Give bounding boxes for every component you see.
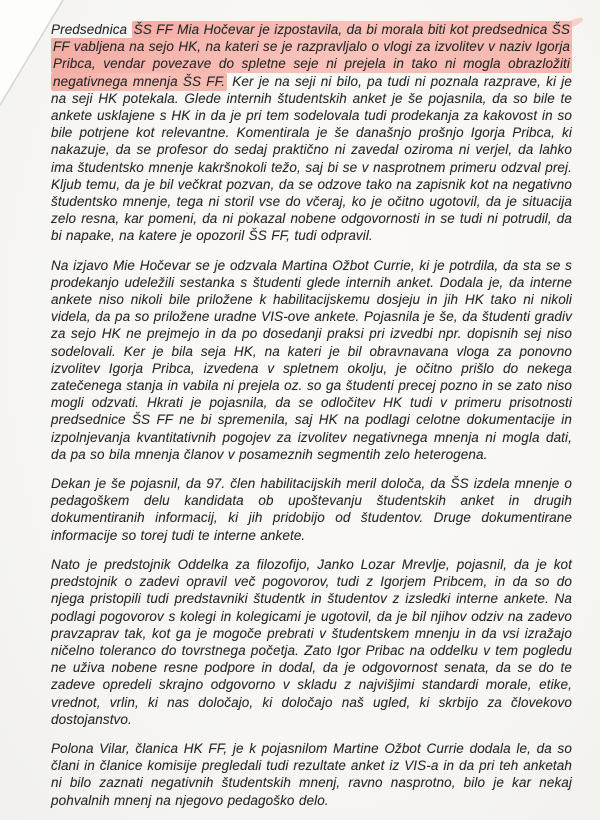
paragraph-5-text: Polona Vilar, članica HK FF, je k pojasnilom Martine Ožbot Currie dodala le, da so člani in članice komisije pregledali tudi rezultate anket iz VIS-a in da pri teh anketah ni bilo zaznati negativnih študentskih mnenj, ravno nasprotno, bilo je kar nekaj pohvalnih mnenj na njegovo pedagoško delo. — [51, 740, 572, 808]
paragraph-2-text: Na izjavo Mie Hočevar se je odzvala Martina Ožbot Currie, ki je potrdila, da sta se s prodekanjo udeležili sestanka s študenti glede internih anket. Dodala je, da interne ankete niso nikoli bile priložene k habilitacijskemu dosjeju in jih HK tako ni nikoli videla, da pa so priložene uradne VIS-ove ankete. Pojasnila je še, da študenti gradiv za sejo HK ne prejmejo in da po dosedanji praksi pri izvedbi npr. dopisnih sej niso sodelovali. Ker je bila seja HK, na kateri je bil obravnavana vloga za ponovno izvolitev Igorja Pribca, izvedena v spletnem okolju, je očitno prišlo do nekega zatečenega stanja in vabila ni prejela oz. so ga študenti precej pozno in se zato niso mogli odzvati. Hkrati je pojasnila, da se odločitev HK tudi v primeru prisotnosti predsednice ŠS FF ne bi spremenila, saj HK na podlagi celotne dokumentacije in izpolnjevanja kvantitativnih pogojev za izvolitev negativnega mnenja ni mogla dati, da pa so bila mnenja članov v posameznih segmentih zelo heterogena. — [51, 257, 572, 462]
document-body — [51, 21, 572, 820]
paragraph-2 — [51, 257, 572, 463]
paragraph-5 — [51, 740, 572, 809]
paragraph-3 — [51, 475, 572, 544]
paragraph-1-lead-text: Predsednica — [51, 22, 132, 37]
page-corner-scan-edge — [0, 0, 72, 112]
paragraph-1-highlighted-text: ŠS FF Mia Hočevar je izpostavila, da bi morala biti kot predsednica ŠS FF vabljena na sejo HK, na kateri se je razpravljalo o vlogi za izvolitev v naziv Igorja Pribca, vendar povezave do spletne seje ni prejela in tako ni mogla obrazložiti negativnega mnenja ŠS FF. — [53, 22, 571, 89]
paragraph-1-body-text: Ker je na seji ni bilo, pa tudi ni poznala razprave, ki je na seji HK potekala. Glede internih študentskih anket je še pojasnila, da so bile te ankete usklajene s HK in da je pri tem sodelovala tudi prodekanja za kakovost in so bile potrjene kot relevantne. Komentirala je še današnjo prošnjo Igorja Pribca, ki nakazuje, da se profesor do sedaj praktično ni zavedal oziroma ni verjel, da lahko ima študentsko mnenje kakršnokoli težo, saj bi se v nasprotnem primeru odzval prej. Kljub temu, da je bil večkrat pozvan, da se odzove tako na zapisnik kot na negativno študentsko mnenje, tega ni storil vse do včeraj, ko je očitno ugotovil, da je situacija zelo resna, kar pomeni, da ni pokazal nobene odgovornosti in se tudi ni potrudil, da bi napake, na katere je opozoril ŠS FF, tudi odpravil. — [51, 73, 572, 244]
paragraph-3-text: Dekan je še pojasnil, da 97. člen habilitacijskih meril določa, da ŠS izdela mnenje o pedagoškem delu kandidata ob upoštevanju študentskih anket in drugih dokumentiranih informacij, ki jih pridobijo od študentov. Druge dokumentirane informacije so torej tudi te interne ankete. — [51, 476, 572, 543]
paragraph-1 — [51, 21, 572, 245]
paragraph-4-text: Nato je predstojnik Oddelka za filozofijo, Janko Lozar Mrevlje, pojasnil, da je kot predstojnik o zadevi opravil več pogovorov, tudi z Igorjem Pribcem, in da so do njega pristopili tudi predstavniki študentk in študentov z izsledki interne ankete. Na podlagi pogovorov s kolegi in kolegicami je ugotovil, da je bil njihov odziv na zadevo pravzaprav tak, kot ga je mogoče prebrati v študentskem mnenju in da vsi izražajo ničelno toleranco do tovrstnega početja. Zato Igor Pribac na oddelku v tem pogledu ne uživa nobene resne podpore in dodal, da je odgovornost senata, da se do te zadeve opredeli skrajno odgovorno v skladu z najvišjimi standardi morale, etike, vrednot, vrlin, ki nas določajo, ki določajo naš ugled, ki skrbijo za človekovo dostojanstvo. — [51, 556, 572, 727]
paragraph-4 — [51, 556, 572, 728]
